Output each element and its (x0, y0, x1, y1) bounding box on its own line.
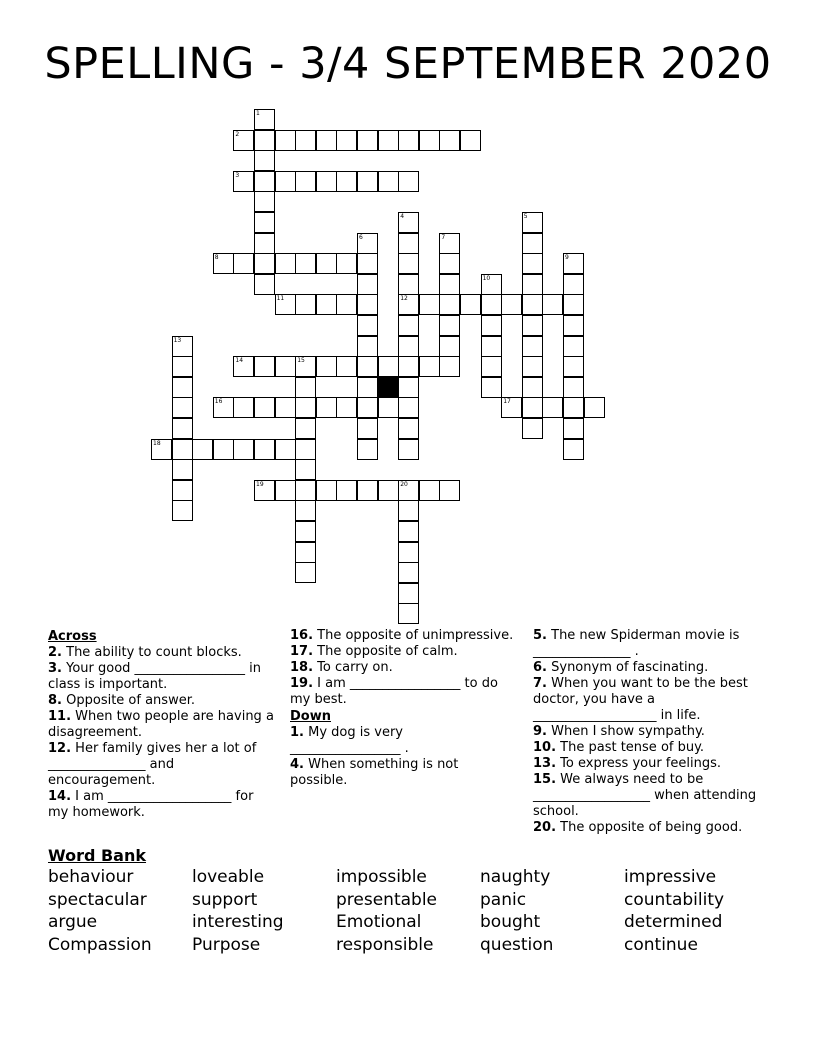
clue-number: 13 (173, 336, 182, 344)
crossword-cell[interactable] (398, 253, 419, 274)
crossword-cell[interactable] (172, 439, 193, 460)
clue: 6. Synonym of fascinating. (533, 660, 709, 675)
word: naughty (480, 867, 551, 887)
crossword-cell[interactable] (398, 315, 419, 336)
crossword-cell[interactable] (213, 253, 234, 274)
crossword-cell[interactable] (398, 562, 419, 583)
crossword-cell[interactable] (172, 500, 193, 521)
crossword-cell[interactable] (398, 480, 419, 501)
crossword-cell[interactable] (172, 418, 193, 439)
word: determined (624, 912, 723, 932)
clue: 7. When you want to be the best doctor, you have a ___________________ in life. (533, 676, 748, 723)
crossword-cell[interactable] (563, 336, 584, 357)
crossword-cell[interactable] (357, 439, 378, 460)
crossword-cell[interactable] (295, 459, 316, 480)
crossword-cell[interactable] (563, 315, 584, 336)
crossword-cell[interactable] (419, 356, 440, 377)
crossword-cell[interactable] (295, 171, 316, 192)
crossword-cell[interactable] (295, 377, 316, 398)
crossword-cell[interactable] (481, 356, 502, 377)
clue-number: 20 (400, 480, 408, 488)
crossword-cell[interactable] (172, 377, 193, 398)
crossword-cell[interactable] (357, 356, 378, 377)
crossword-cell[interactable] (336, 253, 357, 274)
crossword-cell[interactable] (439, 130, 460, 151)
clue-number: 2 (235, 130, 240, 138)
crossword-cell[interactable] (378, 356, 399, 377)
crossword-cell[interactable] (254, 253, 275, 274)
crossword-cell[interactable] (378, 480, 399, 501)
word: responsible (336, 934, 434, 955)
crossword-cell[interactable] (522, 418, 543, 439)
crossword-cell[interactable] (439, 315, 460, 336)
clue-number: 16 (214, 398, 223, 406)
crossword-cell[interactable] (275, 439, 296, 460)
crossword-cell[interactable] (398, 233, 419, 254)
crossword-cell[interactable] (254, 150, 275, 171)
clue: 20. The opposite of being good. (533, 820, 743, 835)
crossword-cell[interactable] (213, 439, 234, 460)
crossword-cell[interactable] (398, 294, 419, 315)
crossword-cell[interactable] (254, 274, 275, 295)
crossword-cell[interactable] (357, 130, 378, 151)
crossword-cell[interactable] (254, 397, 275, 418)
crossword-cell[interactable] (295, 521, 316, 542)
crossword-cell[interactable] (233, 397, 254, 418)
crossword-cell[interactable] (460, 294, 481, 315)
word: spectacular (48, 889, 147, 910)
crossword-cell[interactable] (522, 294, 543, 315)
clue-number: 7 (441, 233, 446, 241)
clue-number: 6 (359, 233, 363, 241)
clue-number: 9 (565, 254, 569, 262)
crossword-cell[interactable] (398, 542, 419, 563)
word: Purpose (192, 934, 261, 955)
crossword-cell[interactable] (357, 274, 378, 295)
crossword-cell[interactable] (295, 542, 316, 563)
crossword-cell[interactable] (275, 480, 296, 501)
crossword-cell[interactable] (295, 397, 316, 418)
crossword-cell[interactable] (357, 418, 378, 439)
crossword-cell[interactable] (398, 336, 419, 357)
word: presentable (336, 889, 438, 910)
crossword-cell[interactable] (275, 356, 296, 377)
crossword-cell[interactable] (439, 274, 460, 295)
crossword-cell[interactable] (254, 130, 275, 151)
crossword-cell[interactable] (419, 480, 440, 501)
clue: 2. The ability to count blocks. (48, 645, 242, 660)
word: Emotional (336, 912, 422, 932)
crossword-cell[interactable] (254, 356, 275, 377)
crossword-cell[interactable] (316, 171, 337, 192)
crossword-cell[interactable] (378, 130, 399, 151)
crossword-cell[interactable] (563, 418, 584, 439)
clue: 18. To carry on. (290, 660, 393, 675)
clue: 12. Her family gives her a lot of _______________ and encouragement. (48, 741, 257, 788)
crossword-cell[interactable] (419, 294, 440, 315)
crossword-cell[interactable] (481, 315, 502, 336)
crossword-cell[interactable] (172, 459, 193, 480)
crossword-cell[interactable] (398, 130, 419, 151)
clue-number: 10 (482, 274, 491, 282)
word: argue (48, 912, 98, 932)
crossword-cell[interactable] (439, 233, 460, 254)
crossword-cell[interactable] (295, 130, 316, 151)
word: impressive (624, 867, 717, 887)
crossword-cell[interactable] (254, 233, 275, 254)
word: Compassion (48, 934, 152, 955)
crossword-cell[interactable] (481, 294, 502, 315)
crossword-cell[interactable] (172, 356, 193, 377)
clue: 3. Your good _________________ in class is important. (48, 661, 262, 692)
word: loveable (192, 867, 265, 887)
crossword-cell[interactable] (522, 336, 543, 357)
clue: 11. When two people are having a disagreement. (48, 709, 274, 740)
crossword-cell[interactable] (522, 253, 543, 274)
clue-number: 14 (235, 357, 244, 365)
crossword-cell[interactable] (295, 294, 316, 315)
clue: 19. I am _________________ to do my best. (290, 676, 498, 707)
crossword-cell[interactable] (563, 274, 584, 295)
crossword-cell[interactable] (398, 274, 419, 295)
crossword-cell[interactable] (501, 397, 522, 418)
word: support (192, 889, 258, 910)
word: countability (624, 889, 725, 910)
clue-number: 12 (400, 295, 408, 303)
crossword-cell[interactable] (336, 294, 357, 315)
word: interesting (192, 912, 284, 932)
crossword-cell[interactable] (522, 397, 543, 418)
crossword-cell[interactable] (522, 233, 543, 254)
word: impossible (336, 867, 427, 887)
crossword-cell[interactable] (316, 397, 337, 418)
crossword-cell[interactable] (542, 397, 563, 418)
clue: 1. My dog is very _________________ . (290, 725, 409, 756)
crossword-cell[interactable] (398, 356, 419, 377)
crossword-cell[interactable] (378, 397, 399, 418)
clue-number: 19 (256, 480, 264, 488)
crossword-cell[interactable] (295, 356, 316, 377)
word: question (480, 934, 554, 955)
clue-number: 1 (256, 110, 260, 117)
clue-number: 8 (214, 254, 219, 262)
crossword-cell[interactable] (439, 336, 460, 357)
crossword-cell[interactable] (481, 336, 502, 357)
crossword-cell[interactable] (398, 171, 419, 192)
crossword-cell[interactable] (275, 130, 296, 151)
crossword-cell[interactable] (254, 439, 275, 460)
crossword-cell[interactable] (254, 171, 275, 192)
crossword-cell[interactable] (378, 171, 399, 192)
crossword-cell[interactable] (336, 480, 357, 501)
crossword-cell[interactable] (563, 377, 584, 398)
crossword-cell[interactable] (172, 336, 193, 357)
crossword-cell[interactable] (357, 480, 378, 501)
crossword-cell[interactable] (481, 377, 502, 398)
clue: 15. We always need to be __________________ when attending school. (533, 772, 757, 819)
word: behaviour (48, 867, 134, 887)
clue-number: 15 (297, 357, 305, 365)
word: panic (480, 889, 527, 910)
down-heading: Down (290, 709, 331, 724)
crossword-cell[interactable] (275, 397, 296, 418)
clue: 5. The new Spiderman movie is _______________ . (533, 628, 740, 659)
crossword-cell[interactable] (295, 500, 316, 521)
across-heading: Across (48, 629, 97, 644)
crossword-cell[interactable] (398, 583, 419, 604)
clue: 8. Opposite of answer. (48, 693, 195, 708)
clue: 17. The opposite of calm. (290, 644, 458, 659)
crossword-cell[interactable] (172, 397, 193, 418)
crossword-cell[interactable] (522, 212, 543, 233)
crossword-cell[interactable] (584, 397, 605, 418)
crossword-cell[interactable] (563, 294, 584, 315)
crossword-cell[interactable] (419, 130, 440, 151)
crossword-cell[interactable] (501, 294, 522, 315)
clue: 4. When something is not possible. (290, 757, 459, 788)
crossword-cell[interactable] (522, 356, 543, 377)
clue: 13. To express your feelings. (533, 756, 721, 771)
crossword-cell[interactable] (357, 315, 378, 336)
crossword-cell[interactable] (398, 397, 419, 418)
crossword-cell[interactable] (316, 294, 337, 315)
crossword-cell[interactable] (336, 356, 357, 377)
crossword-cell[interactable] (233, 439, 254, 460)
clue: 9. When I show sympathy. (533, 724, 705, 739)
clue: 14. I am ___________________ for my homework. (48, 789, 254, 820)
clues-column-3 (533, 628, 758, 836)
crossword-cell[interactable] (254, 191, 275, 212)
crossword-cell[interactable] (233, 356, 254, 377)
crossword-cell[interactable] (357, 171, 378, 192)
crossword-cell[interactable] (233, 130, 254, 151)
crossword-cell[interactable] (233, 253, 254, 274)
crossword-cell[interactable] (398, 418, 419, 439)
crossword-cell[interactable] (172, 480, 193, 501)
crossword-cell[interactable] (336, 130, 357, 151)
clue: 16. The opposite of unimpressive. (290, 628, 514, 643)
crossword-cell[interactable] (357, 253, 378, 274)
crossword-cell[interactable] (295, 418, 316, 439)
crossword-cell[interactable] (295, 253, 316, 274)
crossword-cell[interactable] (357, 336, 378, 357)
crossword-cell[interactable] (563, 356, 584, 377)
crossword-cell[interactable] (398, 603, 419, 624)
crossword-cell[interactable] (357, 294, 378, 315)
crossword-cell[interactable] (275, 294, 296, 315)
crossword-cell[interactable] (398, 500, 419, 521)
crossword-cell[interactable] (357, 397, 378, 418)
crossword-cell[interactable] (398, 212, 419, 233)
word: bought (480, 912, 541, 932)
crossword-cell[interactable] (151, 439, 172, 460)
crossword-cell[interactable] (542, 294, 563, 315)
crossword-cell[interactable] (398, 521, 419, 542)
clue-number: 4 (400, 213, 405, 220)
crossword-cell[interactable] (481, 274, 502, 295)
crossword-cell[interactable] (295, 562, 316, 583)
crossword-cell[interactable] (233, 171, 254, 192)
clues-column-2 (290, 628, 515, 789)
crossword-cell[interactable] (275, 171, 296, 192)
clues-column-1 (48, 628, 276, 821)
crossword-cell[interactable] (522, 377, 543, 398)
crossword-cell[interactable] (522, 315, 543, 336)
crossword-cell[interactable] (398, 377, 419, 398)
crossword-cell[interactable] (336, 397, 357, 418)
crossword-cell[interactable] (295, 439, 316, 460)
crossword-cell[interactable] (439, 356, 460, 377)
crossword-cell[interactable] (460, 130, 481, 151)
crossword-cell[interactable] (316, 130, 337, 151)
crossword-cell[interactable] (398, 439, 419, 460)
word-bank-heading: Word Bank (48, 846, 147, 865)
crossword-cell[interactable] (357, 377, 378, 398)
crossword-cell[interactable] (295, 480, 316, 501)
crossword-cell[interactable] (357, 233, 378, 254)
crossword-cell[interactable] (316, 480, 337, 501)
clue-number: 5 (523, 213, 528, 220)
clue-number: 17 (503, 398, 511, 406)
crossword-cell[interactable] (439, 253, 460, 274)
crossword-cell[interactable] (316, 253, 337, 274)
crossword-cell[interactable] (213, 397, 234, 418)
crossword-cell[interactable] (254, 480, 275, 501)
page-title: SPELLING - 3/4 SEPTEMBER 2020 (44, 39, 772, 89)
crossword-cell[interactable] (522, 274, 543, 295)
crossword-cell[interactable] (275, 253, 296, 274)
crossword-cell[interactable] (254, 212, 275, 233)
crossword-cell[interactable] (439, 480, 460, 501)
crossword-cell[interactable] (336, 171, 357, 192)
black-square (378, 377, 399, 398)
crossword-cell[interactable] (439, 294, 460, 315)
clue-number: 11 (276, 295, 285, 303)
word: continue (624, 934, 698, 955)
crossword-cell[interactable] (563, 253, 584, 274)
clue-number: 18 (153, 439, 161, 447)
clue: 10. The past tense of buy. (533, 740, 705, 755)
crossword-cell[interactable] (316, 356, 337, 377)
crossword-cell[interactable] (563, 439, 584, 460)
word-bank (48, 866, 768, 956)
crossword-cell[interactable] (254, 109, 275, 130)
clue-number: 3 (235, 171, 240, 179)
crossword-cell[interactable] (192, 439, 213, 460)
crossword-cell[interactable] (563, 397, 584, 418)
